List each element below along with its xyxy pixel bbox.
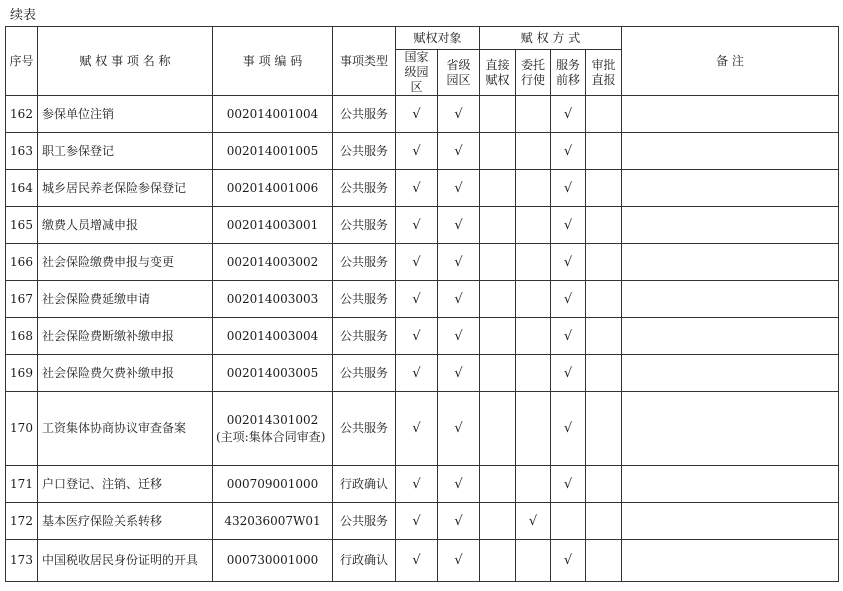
row-item-name: 户口登记、注销、迁移	[38, 466, 213, 503]
table-body	[6, 96, 839, 582]
row-item-code-main: 000730001000	[226, 553, 319, 567]
check-mark-icon: √	[454, 513, 463, 529]
row-direct-cell	[480, 244, 516, 281]
row-remark	[622, 207, 839, 244]
row-item-code	[213, 244, 333, 281]
row-national-cell	[396, 170, 438, 207]
check-mark-icon: √	[412, 180, 421, 196]
row-national-cell	[396, 355, 438, 392]
row-provincial-cell	[438, 466, 480, 503]
row-direct-cell	[480, 503, 516, 540]
table-row	[6, 540, 839, 582]
row-item-code-note: (主项:集体合同审查)	[216, 429, 326, 444]
row-direct-cell	[480, 207, 516, 244]
row-remark	[622, 281, 839, 318]
row-approval-cell	[586, 540, 622, 582]
row-direct-cell	[480, 96, 516, 133]
row-provincial-cell	[438, 503, 480, 540]
row-item-type: 公共服务	[333, 133, 396, 170]
row-item-code-main: 432036007W01	[224, 513, 321, 528]
row-remark	[622, 392, 839, 466]
row-item-code	[213, 170, 333, 207]
row-remark	[622, 133, 839, 170]
table-row	[6, 170, 839, 207]
empowerment-table	[5, 26, 839, 582]
row-provincial-cell	[438, 318, 480, 355]
check-mark-icon: √	[563, 106, 573, 122]
row-item-type: 公共服务	[333, 96, 396, 133]
check-mark-icon: √	[412, 365, 421, 381]
row-approval-cell	[586, 133, 622, 170]
row-direct-cell	[480, 355, 516, 392]
row-approval-cell	[586, 318, 622, 355]
row-item-name: 社会保险费延缴申请	[38, 281, 213, 318]
header-mode-group: 赋 权 方 式	[480, 27, 622, 50]
row-remark	[622, 355, 839, 392]
row-item-name: 社会保险费欠费补缴申报	[38, 355, 213, 392]
header-code: 事 项 编 码	[213, 27, 333, 96]
row-national-cell	[396, 318, 438, 355]
check-mark-icon: √	[412, 106, 421, 122]
row-remark	[622, 466, 839, 503]
row-seq: 170	[6, 392, 38, 466]
row-provincial-cell	[438, 355, 480, 392]
row-item-code-main: 002014301002	[226, 412, 319, 427]
row-item-code	[213, 133, 333, 170]
row-item-code	[213, 466, 333, 503]
row-item-code-main: 002014003001	[226, 217, 319, 232]
check-mark-icon: √	[563, 553, 573, 568]
row-approval-cell	[586, 207, 622, 244]
check-mark-icon: √	[563, 217, 573, 233]
row-item-type: 公共服务	[333, 503, 396, 540]
row-item-code-main: 002014001006	[226, 180, 319, 195]
row-provincial-cell	[438, 540, 480, 582]
header-seq: 序号	[6, 27, 38, 96]
row-item-type: 公共服务	[333, 392, 396, 466]
row-item-code	[213, 503, 333, 540]
row-item-name: 职工参保登记	[38, 133, 213, 170]
row-item-code-main: 002014003004	[226, 328, 319, 343]
row-front-cell	[551, 355, 586, 392]
table-caption: 续表	[10, 8, 37, 23]
header-name: 赋 权 事 项 名 称	[38, 27, 213, 96]
row-front-cell	[551, 466, 586, 503]
row-remark	[622, 503, 839, 540]
row-item-code	[213, 392, 333, 466]
row-seq: 168	[6, 318, 38, 355]
row-item-name: 社会保险缴费申报与变更	[38, 244, 213, 281]
table-row	[6, 96, 839, 133]
row-entrust-cell	[516, 281, 551, 318]
table-row	[6, 133, 839, 170]
row-seq: 165	[6, 207, 38, 244]
row-item-code	[213, 207, 333, 244]
check-mark-icon: √	[412, 217, 421, 233]
row-item-name: 社会保险费断缴补缴申报	[38, 318, 213, 355]
row-approval-cell	[586, 466, 622, 503]
row-direct-cell	[480, 170, 516, 207]
row-direct-cell	[480, 466, 516, 503]
row-approval-cell	[586, 170, 622, 207]
row-front-cell	[551, 392, 586, 466]
row-front-cell	[551, 540, 586, 582]
check-mark-icon: √	[563, 476, 573, 492]
row-national-cell	[396, 133, 438, 170]
row-entrust-cell	[516, 318, 551, 355]
row-approval-cell	[586, 96, 622, 133]
row-item-name: 中国税收居民身份证明的开具	[38, 540, 213, 582]
row-front-cell	[551, 96, 586, 133]
row-item-name: 参保单位注销	[38, 96, 213, 133]
row-item-code-main: 000709001000	[226, 476, 319, 491]
row-front-cell	[551, 207, 586, 244]
check-mark-icon: √	[412, 291, 421, 307]
row-item-name: 城乡居民养老保险参保登记	[38, 170, 213, 207]
check-mark-icon: √	[528, 513, 538, 529]
header-target-provincial: 省级园区	[438, 50, 480, 96]
check-mark-icon: √	[454, 180, 463, 196]
row-item-code	[213, 318, 333, 355]
check-mark-icon: √	[454, 254, 463, 270]
header-mode-front: 服务前移	[551, 50, 586, 96]
check-mark-icon: √	[412, 553, 421, 568]
row-direct-cell	[480, 133, 516, 170]
row-seq: 172	[6, 503, 38, 540]
table-row	[6, 355, 839, 392]
row-item-code	[213, 96, 333, 133]
row-front-cell	[551, 318, 586, 355]
check-mark-icon: √	[563, 180, 573, 196]
row-national-cell	[396, 207, 438, 244]
row-remark	[622, 540, 839, 582]
table-row	[6, 392, 839, 466]
row-seq: 171	[6, 466, 38, 503]
row-item-code-main: 002014003005	[226, 365, 319, 380]
row-entrust-cell	[516, 392, 551, 466]
row-item-type: 行政确认	[333, 540, 396, 582]
row-item-type: 公共服务	[333, 244, 396, 281]
row-item-code-main: 002014001004	[226, 106, 319, 121]
row-provincial-cell	[438, 133, 480, 170]
check-mark-icon: √	[454, 553, 463, 568]
row-national-cell	[396, 392, 438, 466]
row-front-cell	[551, 244, 586, 281]
check-mark-icon: √	[563, 143, 573, 159]
row-entrust-cell	[516, 540, 551, 582]
check-mark-icon: √	[454, 291, 463, 307]
header-mode-entrust: 委托行使	[516, 50, 551, 96]
check-mark-icon: √	[454, 421, 463, 436]
check-mark-icon: √	[412, 328, 421, 344]
row-national-cell	[396, 503, 438, 540]
row-item-type: 公共服务	[333, 207, 396, 244]
row-national-cell	[396, 96, 438, 133]
check-mark-icon: √	[412, 513, 421, 529]
check-mark-icon: √	[563, 254, 573, 270]
row-provincial-cell	[438, 392, 480, 466]
check-mark-icon: √	[454, 106, 463, 122]
row-provincial-cell	[438, 207, 480, 244]
row-remark	[622, 318, 839, 355]
row-approval-cell	[586, 281, 622, 318]
row-item-code-main: 002014001005	[226, 143, 319, 158]
row-provincial-cell	[438, 170, 480, 207]
row-seq: 164	[6, 170, 38, 207]
row-entrust-cell	[516, 503, 551, 540]
table-row	[6, 207, 839, 244]
row-seq: 166	[6, 244, 38, 281]
row-item-type: 公共服务	[333, 281, 396, 318]
check-mark-icon: √	[412, 143, 421, 159]
row-seq: 163	[6, 133, 38, 170]
row-item-code	[213, 355, 333, 392]
row-direct-cell	[480, 392, 516, 466]
row-national-cell	[396, 466, 438, 503]
check-mark-icon: √	[454, 143, 463, 159]
row-entrust-cell	[516, 207, 551, 244]
row-front-cell	[551, 281, 586, 318]
row-national-cell	[396, 244, 438, 281]
row-item-type: 公共服务	[333, 170, 396, 207]
check-mark-icon: √	[454, 217, 463, 233]
row-provincial-cell	[438, 96, 480, 133]
row-national-cell	[396, 540, 438, 582]
row-approval-cell	[586, 392, 622, 466]
check-mark-icon: √	[454, 476, 463, 492]
row-item-code-main: 002014003002	[226, 254, 319, 269]
row-entrust-cell	[516, 466, 551, 503]
row-approval-cell	[586, 355, 622, 392]
row-item-type: 行政确认	[333, 466, 396, 503]
row-entrust-cell	[516, 170, 551, 207]
check-mark-icon: √	[412, 254, 421, 270]
row-national-cell	[396, 281, 438, 318]
row-seq: 169	[6, 355, 38, 392]
row-item-code-main: 002014003003	[226, 291, 319, 306]
row-approval-cell	[586, 244, 622, 281]
row-provincial-cell	[438, 244, 480, 281]
header-mode-direct: 直接赋权	[480, 50, 516, 96]
row-entrust-cell	[516, 355, 551, 392]
table-row	[6, 281, 839, 318]
header-target-national: 国家级园区	[396, 50, 438, 96]
row-approval-cell	[586, 503, 622, 540]
row-item-code	[213, 540, 333, 582]
row-item-code	[213, 281, 333, 318]
row-remark	[622, 96, 839, 133]
row-entrust-cell	[516, 96, 551, 133]
row-front-cell	[551, 170, 586, 207]
row-seq: 162	[6, 96, 38, 133]
row-item-type: 公共服务	[333, 355, 396, 392]
row-item-name: 工资集体协商协议审查备案	[38, 392, 213, 466]
check-mark-icon: √	[563, 291, 573, 307]
check-mark-icon: √	[454, 328, 463, 344]
row-seq: 167	[6, 281, 38, 318]
check-mark-icon: √	[563, 421, 573, 436]
table-row	[6, 466, 839, 503]
header-target-group: 赋权对象	[396, 27, 480, 50]
row-front-cell	[551, 133, 586, 170]
check-mark-icon: √	[454, 365, 463, 381]
row-seq: 173	[6, 540, 38, 582]
row-direct-cell	[480, 318, 516, 355]
row-remark	[622, 170, 839, 207]
row-provincial-cell	[438, 281, 480, 318]
check-mark-icon: √	[563, 365, 573, 381]
row-remark	[622, 244, 839, 281]
table-row	[6, 244, 839, 281]
check-mark-icon: √	[412, 421, 421, 436]
header-mode-approval: 审批直报	[586, 50, 622, 96]
check-mark-icon: √	[412, 476, 421, 492]
header-type: 事项类型	[333, 27, 396, 96]
row-entrust-cell	[516, 133, 551, 170]
table-row	[6, 318, 839, 355]
row-direct-cell	[480, 281, 516, 318]
table-row	[6, 503, 839, 540]
row-entrust-cell	[516, 244, 551, 281]
row-direct-cell	[480, 540, 516, 582]
row-item-name: 基本医疗保险关系转移	[38, 503, 213, 540]
row-item-name: 缴费人员增减申报	[38, 207, 213, 244]
row-front-cell	[551, 503, 586, 540]
header-remark: 备 注	[622, 27, 839, 96]
check-mark-icon: √	[563, 328, 573, 344]
row-item-type: 公共服务	[333, 318, 396, 355]
